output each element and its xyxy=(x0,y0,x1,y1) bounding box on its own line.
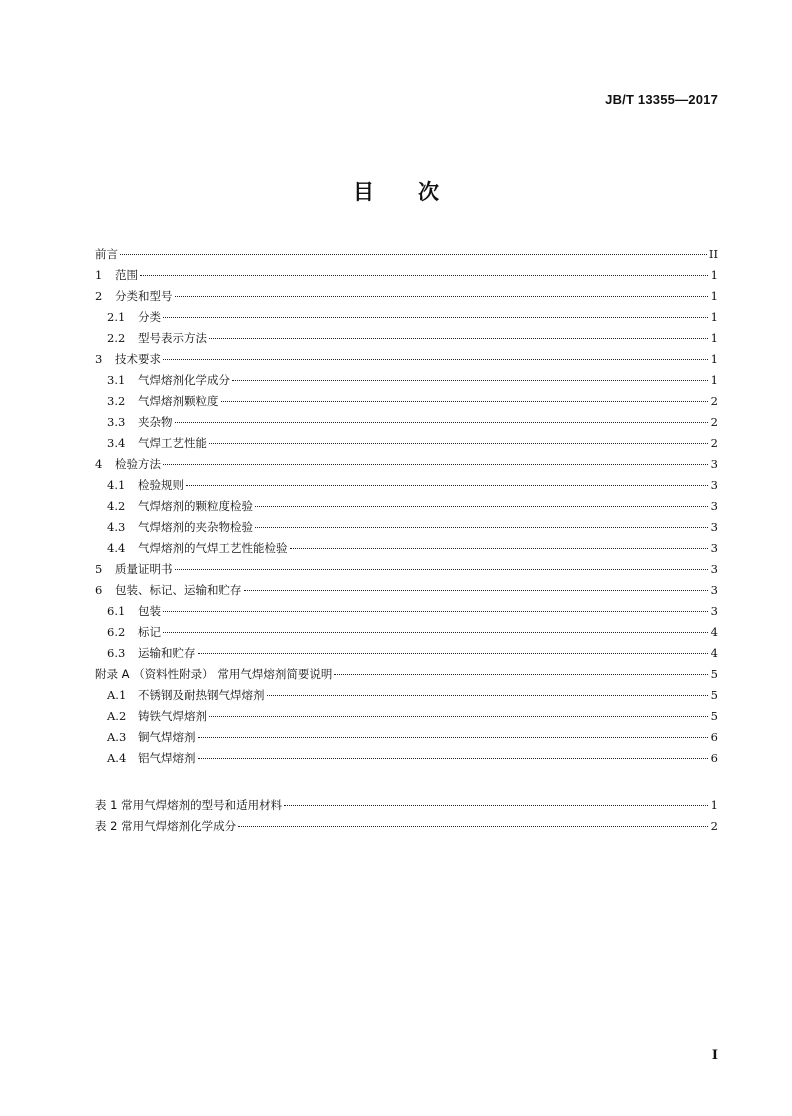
toc-entry-number: 2.2 xyxy=(107,331,126,345)
toc-entry-number: 4.4 xyxy=(107,541,126,555)
toc-entry-label: 包装 xyxy=(138,604,161,618)
toc-entry-page: 3 xyxy=(710,604,718,618)
toc-entry[interactable] xyxy=(95,265,718,286)
toc-entry[interactable] xyxy=(95,349,718,370)
page-number: I xyxy=(711,1048,718,1063)
toc-entry-number: 4 xyxy=(95,457,103,471)
toc-entry-label: 检验规则 xyxy=(138,478,184,492)
toc-entry-number: A.1 xyxy=(107,688,127,702)
toc-entry-number: 1 xyxy=(95,268,103,282)
toc-entry[interactable] xyxy=(95,517,718,538)
toc-entry-page: 3 xyxy=(710,457,718,471)
toc-leader-dots xyxy=(255,527,708,528)
toc-entry-number: 4.1 xyxy=(107,478,126,492)
toc-entry-page: 5 xyxy=(710,709,718,723)
toc-entry-number: 6.2 xyxy=(107,625,126,639)
toc-entry-number: 3 xyxy=(95,352,103,366)
toc-entry-label: 夹杂物 xyxy=(138,415,173,429)
toc-entry-label: 分类 xyxy=(138,310,161,324)
toc-entry-label: 技术要求 xyxy=(115,352,161,366)
toc-entry-page: 1 xyxy=(710,268,718,282)
toc-entry-page: 1 xyxy=(710,310,718,324)
toc-entry-number: 3.4 xyxy=(107,436,126,450)
toc-entry-label: 附录 A （资料性附录） 常用气焊熔剂简要说明 xyxy=(95,667,333,681)
toc-entry[interactable] xyxy=(95,286,718,307)
toc-leader-dots xyxy=(267,695,709,696)
toc-entry-page: 2 xyxy=(710,415,718,429)
toc-leader-dots xyxy=(163,359,708,360)
toc-entry[interactable] xyxy=(95,328,718,349)
toc-entry-label: 气焊熔剂颗粒度 xyxy=(138,394,219,408)
toc-leader-dots xyxy=(175,296,709,297)
toc-leader-dots xyxy=(290,548,709,549)
toc-entry-label: 铸铁气焊熔剂 xyxy=(138,709,207,723)
toc-entry[interactable] xyxy=(95,454,718,475)
toc-entry[interactable] xyxy=(95,706,718,727)
title-char-1: 目 xyxy=(353,180,374,204)
toc-leader-dots xyxy=(175,422,709,423)
toc-entry-label: 包装、标记、运输和贮存 xyxy=(115,583,242,597)
toc-entry-page: 2 xyxy=(710,819,718,833)
toc-entry-number: A.3 xyxy=(107,730,127,744)
toc-entry[interactable] xyxy=(95,748,718,769)
page-title xyxy=(0,176,792,206)
toc-entry-label: 质量证明书 xyxy=(115,562,173,576)
toc-leader-dots xyxy=(244,590,709,591)
toc-leader-dots xyxy=(255,506,708,507)
toc-entry-page: 3 xyxy=(710,520,718,534)
toc-entry-page: 6 xyxy=(710,751,718,765)
toc-leader-dots xyxy=(209,443,708,444)
toc-entry-number: 5 xyxy=(95,562,103,576)
toc-leader-dots xyxy=(163,464,708,465)
toc-entry-label: 表 1 常用气焊熔剂的型号和适用材料 xyxy=(95,798,283,812)
toc-entry-page: 6 xyxy=(710,730,718,744)
toc-entry-label: 气焊工艺性能 xyxy=(138,436,207,450)
standard-number: JB/T 13355—2017 xyxy=(605,92,718,107)
toc-leader-dots xyxy=(163,611,708,612)
toc-entry-page: II xyxy=(708,247,718,261)
title-char-2: 次 xyxy=(418,180,439,204)
toc-entry-number: 6 xyxy=(95,583,103,597)
toc-entry-number: A.2 xyxy=(107,709,127,723)
toc-entry-number: 3.2 xyxy=(107,394,126,408)
toc-entry[interactable] xyxy=(95,433,718,454)
toc-entry-label: 型号表示方法 xyxy=(138,331,207,345)
toc-entry-label: 运输和贮存 xyxy=(138,646,196,660)
toc-entry-number: 6.3 xyxy=(107,646,126,660)
toc-entry-page: 1 xyxy=(710,352,718,366)
toc-entry-page: 3 xyxy=(710,562,718,576)
toc-entry[interactable] xyxy=(95,580,718,601)
toc-entry-number: 6.1 xyxy=(107,604,126,618)
toc-entry-number: 2 xyxy=(95,289,103,303)
toc-leader-dots xyxy=(198,737,709,738)
toc-entry-label: 标记 xyxy=(138,625,161,639)
toc-entry-page: 3 xyxy=(710,499,718,513)
toc-entry[interactable] xyxy=(95,538,718,559)
toc-entry-page: 1 xyxy=(710,798,718,812)
toc-entry-page: 1 xyxy=(710,373,718,387)
toc-entry-page: 2 xyxy=(710,394,718,408)
toc-entry[interactable] xyxy=(95,816,718,837)
toc-leader-dots xyxy=(120,254,707,255)
toc-leader-dots xyxy=(186,485,708,486)
toc-entry-label: 气焊熔剂的气焊工艺性能检验 xyxy=(138,541,288,555)
toc-entry-page: 1 xyxy=(710,331,718,345)
toc-entry-label: 范围 xyxy=(115,268,138,282)
toc-entry-page: 5 xyxy=(710,667,718,681)
toc-entry[interactable] xyxy=(95,370,718,391)
toc-entry-number: A.4 xyxy=(107,751,127,765)
toc-leader-dots xyxy=(221,401,709,402)
toc-entry[interactable] xyxy=(95,664,718,685)
toc-entry[interactable] xyxy=(95,622,718,643)
toc-entry-label: 前言 xyxy=(95,247,118,261)
toc-entry-label: 分类和型号 xyxy=(115,289,173,303)
toc-entry[interactable] xyxy=(95,475,718,496)
toc-spacer xyxy=(95,769,718,795)
toc-entry[interactable] xyxy=(95,496,718,517)
toc-entry-label: 检验方法 xyxy=(115,457,161,471)
toc-entry-label: 气焊熔剂的颗粒度检验 xyxy=(138,499,253,513)
toc-leader-dots xyxy=(140,275,708,276)
toc-leader-dots xyxy=(198,758,709,759)
toc-entry[interactable] xyxy=(95,412,718,433)
toc-leader-dots xyxy=(232,380,708,381)
toc-entry[interactable] xyxy=(95,307,718,328)
toc-leader-dots xyxy=(163,317,708,318)
toc-entry-page: 4 xyxy=(710,625,718,639)
toc-entry-label: 铝气焊熔剂 xyxy=(138,751,196,765)
toc-entry-label: 铜气焊熔剂 xyxy=(138,730,196,744)
toc-leader-dots xyxy=(198,653,709,654)
toc-entry-page: 2 xyxy=(710,436,718,450)
toc-leader-dots xyxy=(209,716,708,717)
toc-leader-dots xyxy=(334,674,708,675)
toc-entry-page: 3 xyxy=(710,583,718,597)
toc-entry[interactable] xyxy=(95,559,718,580)
toc-entry-label: 气焊熔剂化学成分 xyxy=(138,373,230,387)
toc-entry-label: 表 2 常用气焊熔剂化学成分 xyxy=(95,819,237,833)
toc-entry[interactable] xyxy=(95,391,718,412)
toc-entry[interactable] xyxy=(95,795,718,816)
toc-entry-label: 不锈钢及耐热钢气焊熔剂 xyxy=(138,688,265,702)
toc-leader-dots xyxy=(175,569,709,570)
toc-leader-dots xyxy=(284,805,708,806)
toc-entry-page: 4 xyxy=(710,646,718,660)
toc-leader-dots xyxy=(163,632,708,633)
toc-entry-number: 4.2 xyxy=(107,499,126,513)
toc-entry-number: 2.1 xyxy=(107,310,126,324)
toc-entry-page: 3 xyxy=(710,478,718,492)
toc-entry[interactable] xyxy=(95,643,718,664)
toc-entry-page: 1 xyxy=(710,289,718,303)
toc-entry[interactable] xyxy=(95,727,718,748)
toc-entry[interactable] xyxy=(95,244,718,265)
toc-entry-page: 3 xyxy=(710,541,718,555)
toc-leader-dots xyxy=(238,826,708,827)
toc-entry[interactable] xyxy=(95,685,718,706)
toc-entry[interactable] xyxy=(95,601,718,622)
toc-entry-label: 气焊熔剂的夹杂物检验 xyxy=(138,520,253,534)
toc-entry-page: 5 xyxy=(710,688,718,702)
toc-entry-number: 3.3 xyxy=(107,415,126,429)
toc-entry-number: 4.3 xyxy=(107,520,126,534)
toc-leader-dots xyxy=(209,338,708,339)
toc-entry-number: 3.1 xyxy=(107,373,126,387)
table-of-contents xyxy=(95,244,718,837)
